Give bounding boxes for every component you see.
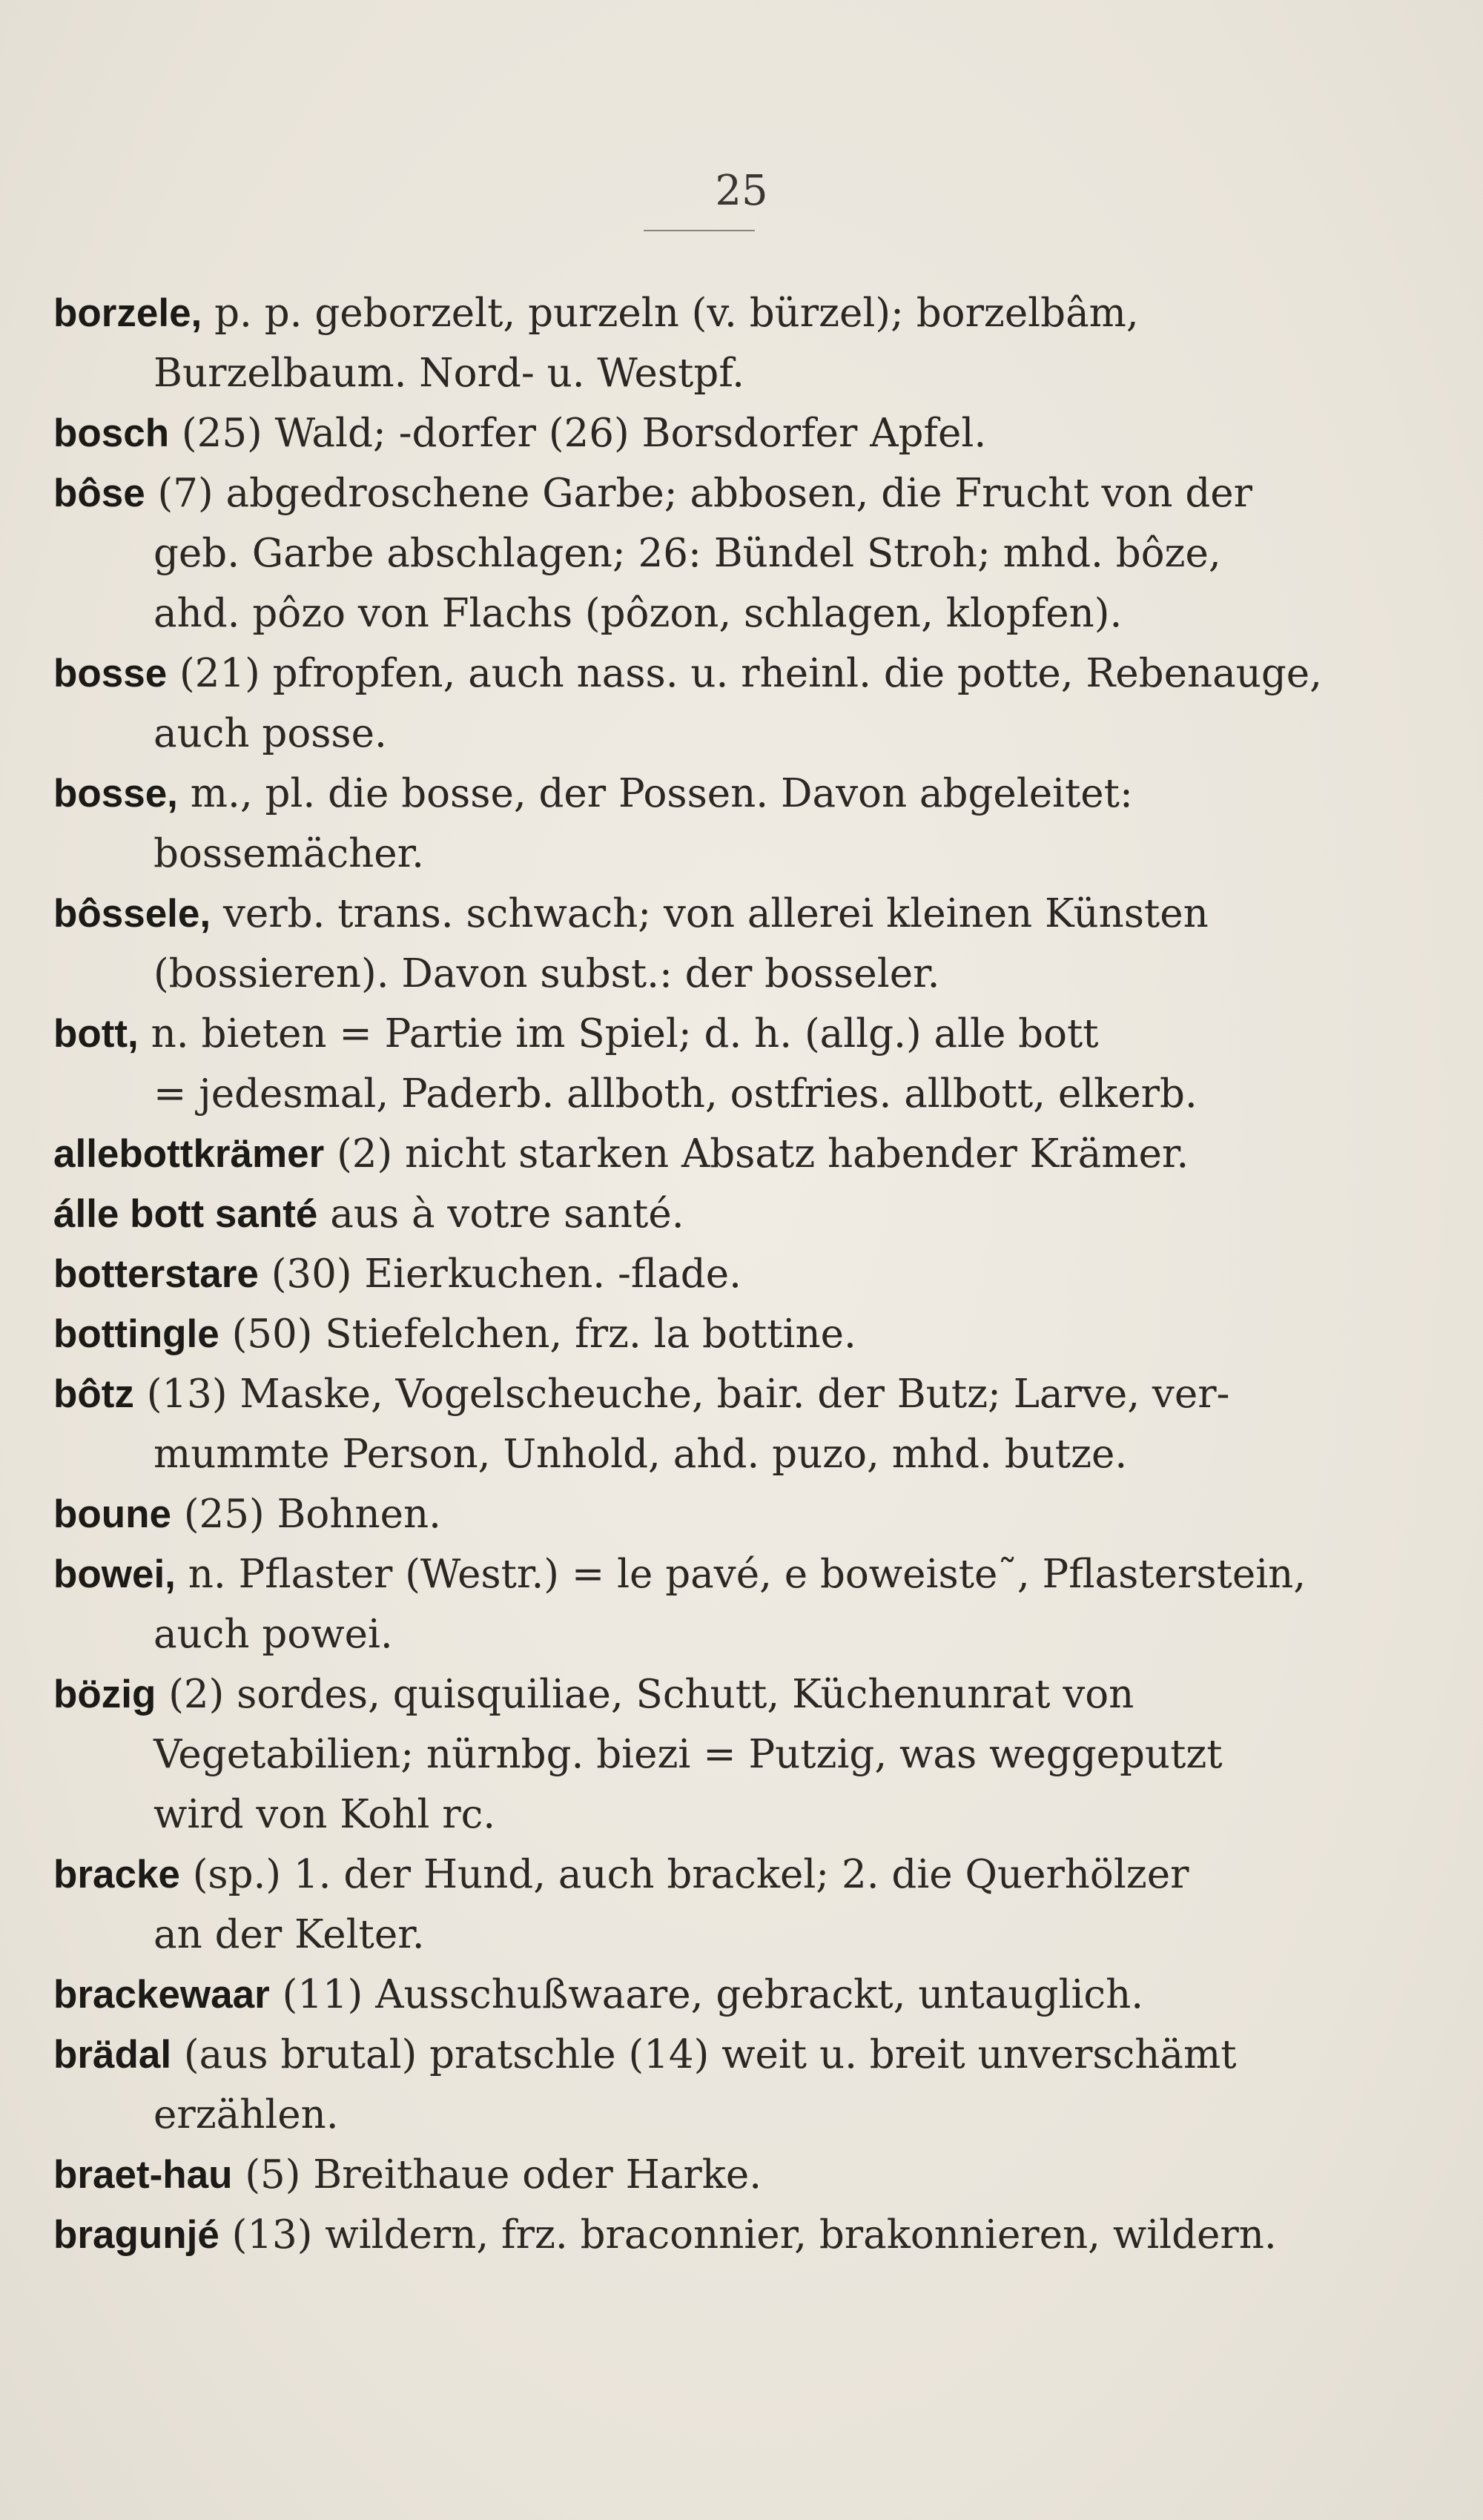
entry-definition: p. p. geborzelt, purzeln (v. bürzel); borzelbâm, xyxy=(202,291,1139,336)
entry-headword: álle bott santé xyxy=(53,1192,318,1236)
dictionary-entry xyxy=(53,403,1269,463)
entry-definition: (13) Maske, Vogelscheuche, bair. der Butz; Larve, ver- xyxy=(133,1372,1230,1417)
entry-first-line xyxy=(53,1244,1269,1304)
dictionary-entry xyxy=(53,283,1269,403)
entry-definition: (2) nicht starken Absatz habender Krämer. xyxy=(324,1131,1189,1177)
entry-definition: (25) Wald; -dorfer (26) Borsdorfer Apfel. xyxy=(169,411,987,456)
entry-definition: (11) Ausschußwaare, gebrackt, untauglich. xyxy=(269,1972,1144,2017)
entry-first-line xyxy=(53,1484,1269,1544)
entry-definition: (7) abgedroschene Garbe; abbosen, die Frucht von der xyxy=(145,471,1252,516)
entry-continuation-line: auch powei. xyxy=(153,1612,393,1657)
entry-continuation-line: mummte Person, Unhold, ahd. puzo, mhd. butze. xyxy=(153,1432,1128,1477)
entry-headword: botterstare xyxy=(53,1252,259,1296)
entry-headword: borzele, xyxy=(53,291,202,335)
entry-definition: (aus brutal) pratschle (14) weit u. breit unverschämt xyxy=(171,2032,1237,2077)
entry-definition: (sp.) 1. der Hund, auch brackel; 2. die Querhölzer xyxy=(179,1852,1189,1897)
entry-definition: n. bieten = Partie im Spiel; d. h. (allg.) alle bott xyxy=(138,1011,1099,1056)
entry-first-line xyxy=(53,1544,1307,1604)
entry-definition: (21) pfropfen, auch nass. u. rheinl. die potte, Rebenauge, xyxy=(167,651,1322,696)
entry-continuation-line: ahd. pôzo von Flachs (pôzon, schlagen, klopfen). xyxy=(153,591,1123,636)
entry-list xyxy=(53,283,1322,2265)
entry-definition: verb. trans. schwach; von allerei kleinen Künsten xyxy=(211,891,1209,936)
entry-continuation-line: = jedesmal, Paderb. allboth, ostfries. allbott, elkerb. xyxy=(153,1071,1198,1117)
dictionary-entry xyxy=(53,1124,1269,1184)
dictionary-entry xyxy=(53,1484,1269,1544)
entry-headword: bott, xyxy=(53,1012,139,1056)
dictionary-entry xyxy=(53,1004,1269,1124)
entry-continuation-line: Vegetabilien; nürnbg. biezi = Putzig, was weggeputzt xyxy=(153,1732,1223,1777)
entry-headword: brädal xyxy=(53,2033,172,2077)
entry-headword: bôtz xyxy=(53,1372,134,1416)
entry-first-line xyxy=(53,884,1269,944)
entry-first-line xyxy=(53,403,1269,463)
dictionary-entry xyxy=(53,1184,1269,1244)
entry-first-line xyxy=(53,2025,1269,2085)
entry-headword: bosch xyxy=(53,411,170,455)
entry-headword: bowei, xyxy=(53,1552,176,1596)
dictionary-entry xyxy=(53,1244,1269,1304)
entry-headword: bosse xyxy=(53,652,168,695)
entry-first-line xyxy=(53,1965,1269,2025)
entry-definition: n. Pflaster (Westr.) = le pavé, e boweiste˜, Pflasterstein, xyxy=(175,1552,1307,1597)
entry-definition: (13) wildern, frz. braconnier, brakonnieren, wildern. xyxy=(219,2212,1277,2258)
entry-first-line xyxy=(53,1124,1269,1184)
entry-definition: (25) Bohnen. xyxy=(171,1492,441,1537)
entry-definition: (2) sordes, quisquiliae, Schutt, Küchenunrat von xyxy=(156,1672,1134,1717)
entry-continuation-line: geb. Garbe abschlagen; 26: Bündel Stroh; mhd. bôze, xyxy=(153,531,1221,576)
entry-first-line xyxy=(53,2145,1269,2205)
dictionary-entry xyxy=(53,1965,1269,2025)
dictionary-entry xyxy=(53,1664,1269,1845)
entry-definition: (50) Stiefelchen, frz. la bottine. xyxy=(219,1312,856,1357)
entry-first-line xyxy=(53,1364,1269,1424)
entry-headword: bracke xyxy=(53,1853,180,1896)
entry-continuation-line: auch posse. xyxy=(153,711,387,756)
entry-headword: bôssele, xyxy=(53,892,211,936)
dictionary-entry xyxy=(53,1845,1269,1965)
entry-headword: bözig xyxy=(53,1673,156,1716)
entry-definition: m., pl. die bosse, der Possen. Davon abgeleitet: xyxy=(177,771,1133,816)
entry-headword: braet-hau xyxy=(53,2153,233,2197)
dictionary-entry xyxy=(53,1304,1269,1364)
entry-first-line xyxy=(53,1845,1269,1905)
dictionary-entry xyxy=(53,2025,1269,2145)
dictionary-entry xyxy=(53,884,1269,1004)
entry-headword: bosse, xyxy=(53,772,178,816)
entry-definition: aus à votre santé. xyxy=(317,1191,684,1237)
entry-continuation-line: Burzelbaum. Nord- u. Westpf. xyxy=(153,351,744,396)
entry-continuation-line: wird von Kohl rc. xyxy=(153,1792,496,1837)
entry-first-line xyxy=(53,283,1269,343)
header-rule xyxy=(644,230,755,231)
entry-headword: allebottkrämer xyxy=(53,1132,325,1176)
entry-continuation-line: an der Kelter. xyxy=(153,1912,425,1957)
dictionary-entry xyxy=(53,764,1269,884)
entry-headword: bragunjé xyxy=(53,2213,219,2257)
dictionary-entry xyxy=(53,2145,1269,2205)
entry-headword: boune xyxy=(53,1492,171,1536)
dictionary-entry xyxy=(53,1544,1307,1664)
dictionary-entry xyxy=(53,2205,1277,2265)
entry-definition: (5) Breithaue oder Harke. xyxy=(232,2152,762,2197)
entry-continuation-line: erzählen. xyxy=(153,2092,339,2137)
page-number: 25 xyxy=(715,167,768,215)
dictionary-entry xyxy=(53,1364,1269,1484)
entry-definition: (30) Eierkuchen. -flade. xyxy=(258,1251,742,1297)
entry-first-line xyxy=(53,1664,1269,1724)
entry-headword: bôse xyxy=(53,472,145,515)
entry-headword: brackewaar xyxy=(53,1973,270,2017)
entry-first-line xyxy=(53,1004,1269,1064)
entry-first-line xyxy=(53,2205,1277,2265)
entry-first-line xyxy=(53,1184,1269,1244)
entry-headword: bottingle xyxy=(53,1312,219,1356)
dictionary-entry xyxy=(53,644,1322,764)
entry-first-line xyxy=(53,764,1269,824)
entry-continuation-line: (bossieren). Davon subst.: der bosseler. xyxy=(153,951,940,996)
entry-first-line xyxy=(53,463,1269,523)
entry-first-line xyxy=(53,1304,1269,1364)
entry-continuation-line: bossemächer. xyxy=(153,831,424,876)
entry-first-line xyxy=(53,644,1322,704)
dictionary-entry xyxy=(53,463,1269,644)
